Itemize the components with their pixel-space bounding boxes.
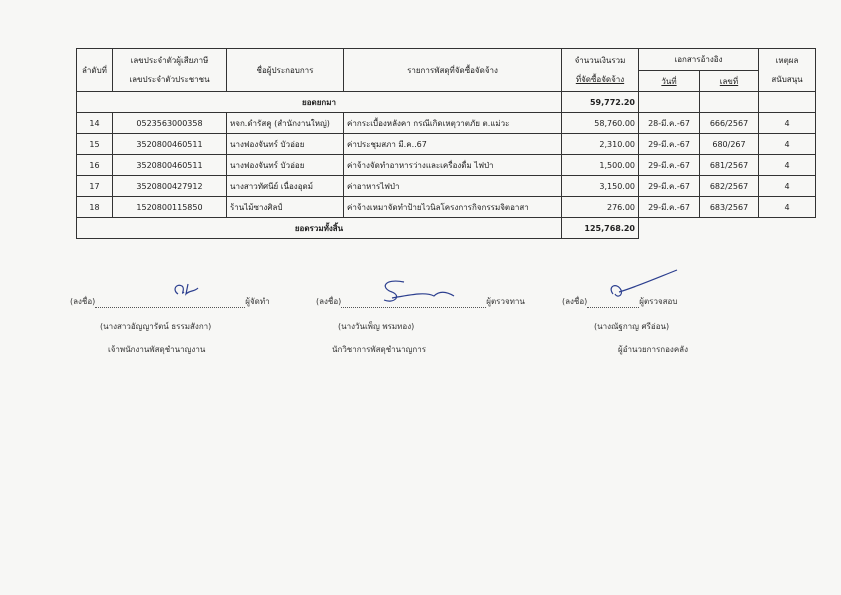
row-refno: 666/2567 [700,113,759,134]
table-row [77,134,816,155]
row-refno: 681/2567 [700,155,759,176]
signer-name: (นางวันเพ็ญ พรมทอง) [338,322,415,331]
row-reason: 4 [759,113,816,134]
sign-role: ผู้ตรวจทาน [486,297,525,306]
row-amount: 276.00 [562,197,639,218]
row-date: 28-มี.ค.-67 [639,113,700,134]
sign-role: ผู้ตรวจสอบ [639,297,678,306]
row-taxid: 3520800460511 [113,155,227,176]
header-no: ลำดับที่ [77,49,113,92]
row-amount: 58,760.00 [562,113,639,134]
header-refno: เลขที่ [700,71,759,92]
header-reason-line1: เหตุผล [775,56,799,65]
table-row [77,197,816,218]
header-reason [759,49,816,92]
row-no: 18 [77,197,113,218]
signature-mark [170,280,210,302]
row-reason: 4 [759,176,816,197]
row-refno: 683/2567 [700,197,759,218]
row-refno: 682/2567 [700,176,759,197]
header-amount-line1: จำนวนเงินรวม [574,56,626,65]
header-ref: เอกสารอ้างอิง [639,49,759,71]
row-item: ค่าจ้างเหมาจัดทำป้ายไวนิลโครงการกิจกรรมจิตอาสา [344,197,562,218]
empty-cell [639,218,816,239]
row-item: ค่ากระเบื้องหลังคา กรณีเกิดเหตุวาตภัย ต.แม่วะ [344,113,562,134]
row-amount: 2,310.00 [562,134,639,155]
row-item: ค่าอาหารไฟป่า [344,176,562,197]
header-items: รายการพัสดุที่จัดซื้อจัดจ้าง [344,49,562,92]
sign-role: ผู้จัดทำ [245,297,270,306]
row-vendor: หจก.ดำรัสคู (สำนักงานใหญ่) [227,113,344,134]
brought-forward-label: ยอดยกมา [77,92,562,113]
sign-prefix: (ลงชื่อ) [562,297,588,306]
row-amount: 3,150.00 [562,176,639,197]
header-row-1 [77,49,816,71]
grand-total-amount: 125,768.20 [562,218,639,239]
grand-total-row [77,218,816,239]
brought-forward-row [77,92,816,113]
row-vendor: นางสาวทัศนีย์ เนื่องอุดม์ [227,176,344,197]
header-taxid-line2: เลขประจำตัวประชาชน [129,75,210,84]
header-date: วันที่ [639,71,700,92]
brought-forward-amount: 59,772.20 [562,92,639,113]
signer-name: (นางสาวอัญญารัตน์ ธรรมสังกา) [100,322,212,331]
header-amount [562,49,639,92]
table-body [77,113,816,218]
row-taxid: 3520800427912 [113,176,227,197]
row-amount: 1,500.00 [562,155,639,176]
empty-cell [700,92,759,113]
sign-prefix: (ลงชื่อ) [70,297,96,306]
header-vendor: ชื่อผู้ประกอบการ [227,49,344,92]
empty-cell [759,92,816,113]
row-no: 14 [77,113,113,134]
header-taxid-line1: เลขประจำตัวผู้เสียภาษี [130,56,209,65]
table-row [77,176,816,197]
row-vendor: นางฟองจันทร์ บัวอ่อย [227,155,344,176]
sign-prefix: (ลงชื่อ) [316,297,342,306]
row-vendor: ร้านไม้ซางศิลป์ [227,197,344,218]
row-item: ค่าจ้างจัดทำอาหารว่างและเครื่องดื่ม ไฟป่า [344,155,562,176]
header-reason-line2: สนับสนุน [771,75,803,84]
row-reason: 4 [759,134,816,155]
row-vendor: นางฟองจันทร์ บัวอ่อย [227,134,344,155]
row-reason: 4 [759,155,816,176]
signer-name: (นางณัฐกาญ ศรีอ่อน) [594,322,670,331]
empty-cell [639,92,700,113]
signature-mark [603,266,683,306]
signer-position: ผู้อำนวยการกองคลัง [618,345,688,354]
procurement-table [76,48,816,239]
header-taxid [113,49,227,92]
row-taxid: 0523563000358 [113,113,227,134]
row-taxid: 1520800115850 [113,197,227,218]
row-date: 29-มี.ค.-67 [639,134,700,155]
grand-total-label: ยอดรวมทั้งสิ้น [77,218,562,239]
row-no: 15 [77,134,113,155]
header-amount-line2: ที่จัดซื้อจัดจ้าง [575,75,625,84]
signer-position: นักวิชาการพัสดุชำนาญการ [332,345,427,354]
signature-mark [374,274,464,308]
signature-block-preparer [70,295,300,356]
signer-position: เจ้าพนักงานพัสดุชำนาญงาน [108,345,206,354]
row-no: 16 [77,155,113,176]
row-taxid: 3520800460511 [113,134,227,155]
row-reason: 4 [759,197,816,218]
row-no: 17 [77,176,113,197]
table-row [77,113,816,134]
row-date: 29-มี.ค.-67 [639,176,700,197]
row-date: 29-มี.ค.-67 [639,197,700,218]
table-row [77,155,816,176]
row-date: 29-มี.ค.-67 [639,155,700,176]
row-item: ค่าประชุมสภา มี.ค..67 [344,134,562,155]
row-refno: 680/267 [700,134,759,155]
